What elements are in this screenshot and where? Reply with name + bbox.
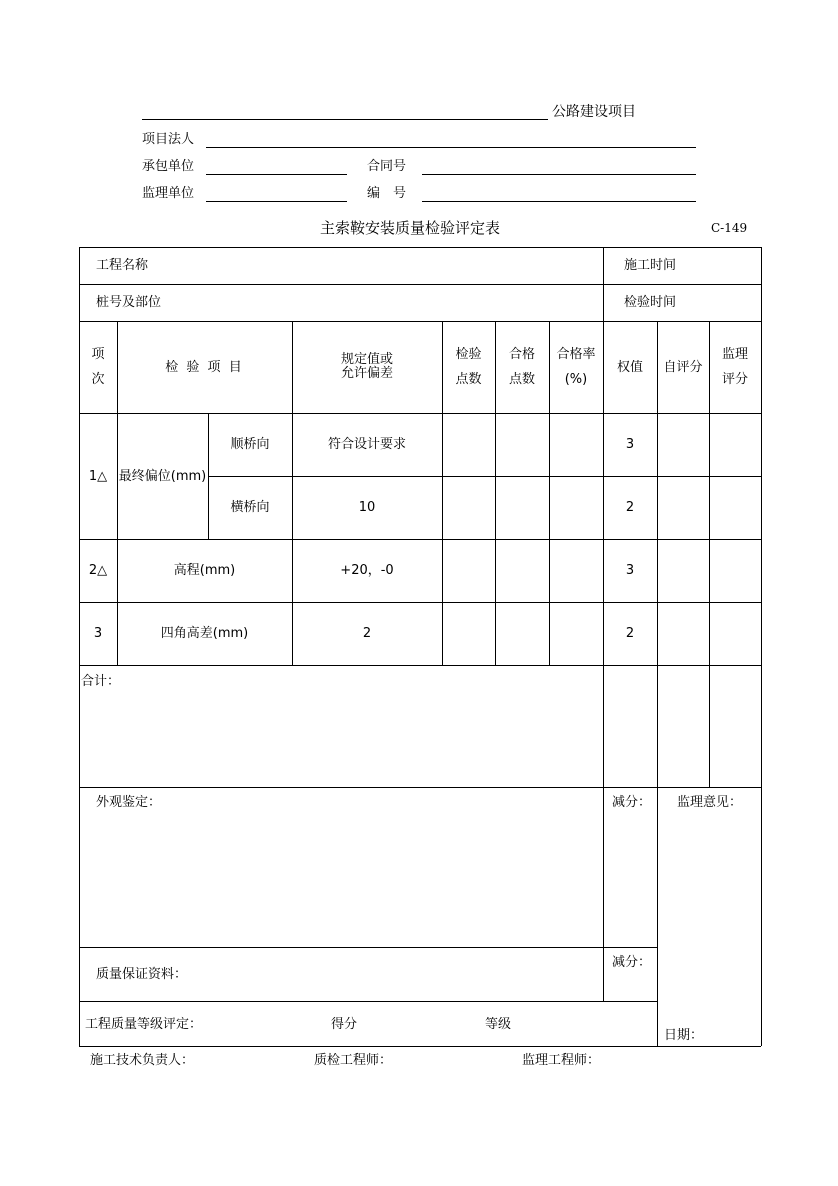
- row1b-spec: 10: [358, 500, 376, 515]
- row2-no: 2△: [88, 563, 108, 578]
- contractor-field[interactable]: [206, 174, 347, 175]
- form-title: 主索鞍安装质量检验评定表: [320, 219, 501, 237]
- tech-lead-label: 施工技术负责人：: [90, 1053, 195, 1068]
- col-inspection-item: 检 验 项 目: [165, 359, 244, 375]
- grade-eval-label: 工程质量等级评定：: [85, 1017, 203, 1032]
- total-label: 合计：: [81, 674, 121, 689]
- row2-item: 高程(mm): [173, 563, 236, 578]
- row1a-spec: 符合设计要求: [327, 437, 406, 452]
- project-name-value[interactable]: [200, 250, 598, 282]
- col-pass-points: 合格 点数: [508, 347, 535, 387]
- row1b-weight: 2: [625, 500, 635, 515]
- qc-engineer-label: 质检工程师：: [314, 1053, 393, 1068]
- row1a-sub: 顺桥向: [230, 437, 270, 452]
- col-weight: 权值: [616, 359, 643, 375]
- supervisor-opinion-label: 监理意见：: [677, 795, 743, 810]
- row3-item: 四角高差(mm): [160, 626, 249, 641]
- number-label: 编 号: [367, 186, 407, 201]
- col-item-no: 项 次: [91, 347, 105, 387]
- project-suffix: 公路建设项目: [552, 104, 636, 120]
- row2-spec: +20，-0: [340, 563, 394, 578]
- contractor-label: 承包单位: [142, 159, 195, 174]
- row1b-sub: 横桥向: [230, 500, 270, 515]
- pile-location-label: 桩号及部位: [96, 295, 162, 310]
- row3-spec: 2: [362, 626, 372, 641]
- row3-weight: 2: [625, 626, 635, 641]
- supervisor-label: 监理单位: [142, 186, 195, 201]
- quality-docs-label: 质量保证资料：: [96, 967, 188, 982]
- appearance-label: 外观鉴定：: [96, 795, 162, 810]
- col-check-points: 检验 点数: [455, 347, 482, 387]
- row2-weight: 3: [625, 563, 635, 578]
- col-pass-rate: 合格率 (%): [556, 347, 596, 387]
- row1-no: 1△: [88, 468, 108, 484]
- row1a-weight: 3: [625, 437, 635, 452]
- number-field[interactable]: [422, 201, 696, 202]
- construction-time-label: 施工时间: [624, 258, 677, 273]
- form-code: C-149: [711, 221, 748, 235]
- contract-no-field[interactable]: [422, 174, 696, 175]
- grade-label: 等级: [485, 1017, 512, 1032]
- project-name-blank-line: [142, 119, 548, 120]
- pile-location-value[interactable]: [200, 287, 598, 319]
- col-supervisor-score: 监理 评分: [721, 347, 748, 387]
- inspection-time-label: 检验时间: [624, 295, 677, 310]
- deduction-label-1: 减分：: [612, 795, 652, 810]
- supervising-engineer-label: 监理工程师：: [522, 1053, 601, 1068]
- col-self-score: 自评分: [663, 359, 703, 375]
- row3-no: 3: [93, 626, 103, 641]
- supervisor-field[interactable]: [206, 201, 347, 202]
- legal-person-field[interactable]: [206, 147, 696, 148]
- row1-item: 最终偏位(mm): [118, 468, 207, 484]
- col-spec: 规定值或 允许偏差: [340, 352, 393, 381]
- date-label: 日期：: [664, 1028, 704, 1043]
- legal-person-label: 项目法人: [142, 132, 195, 147]
- project-name-label: 工程名称: [96, 258, 149, 273]
- deduction-label-2: 减分：: [612, 955, 652, 970]
- score-label: 得分: [331, 1017, 358, 1032]
- contract-no-label: 合同号: [367, 159, 407, 174]
